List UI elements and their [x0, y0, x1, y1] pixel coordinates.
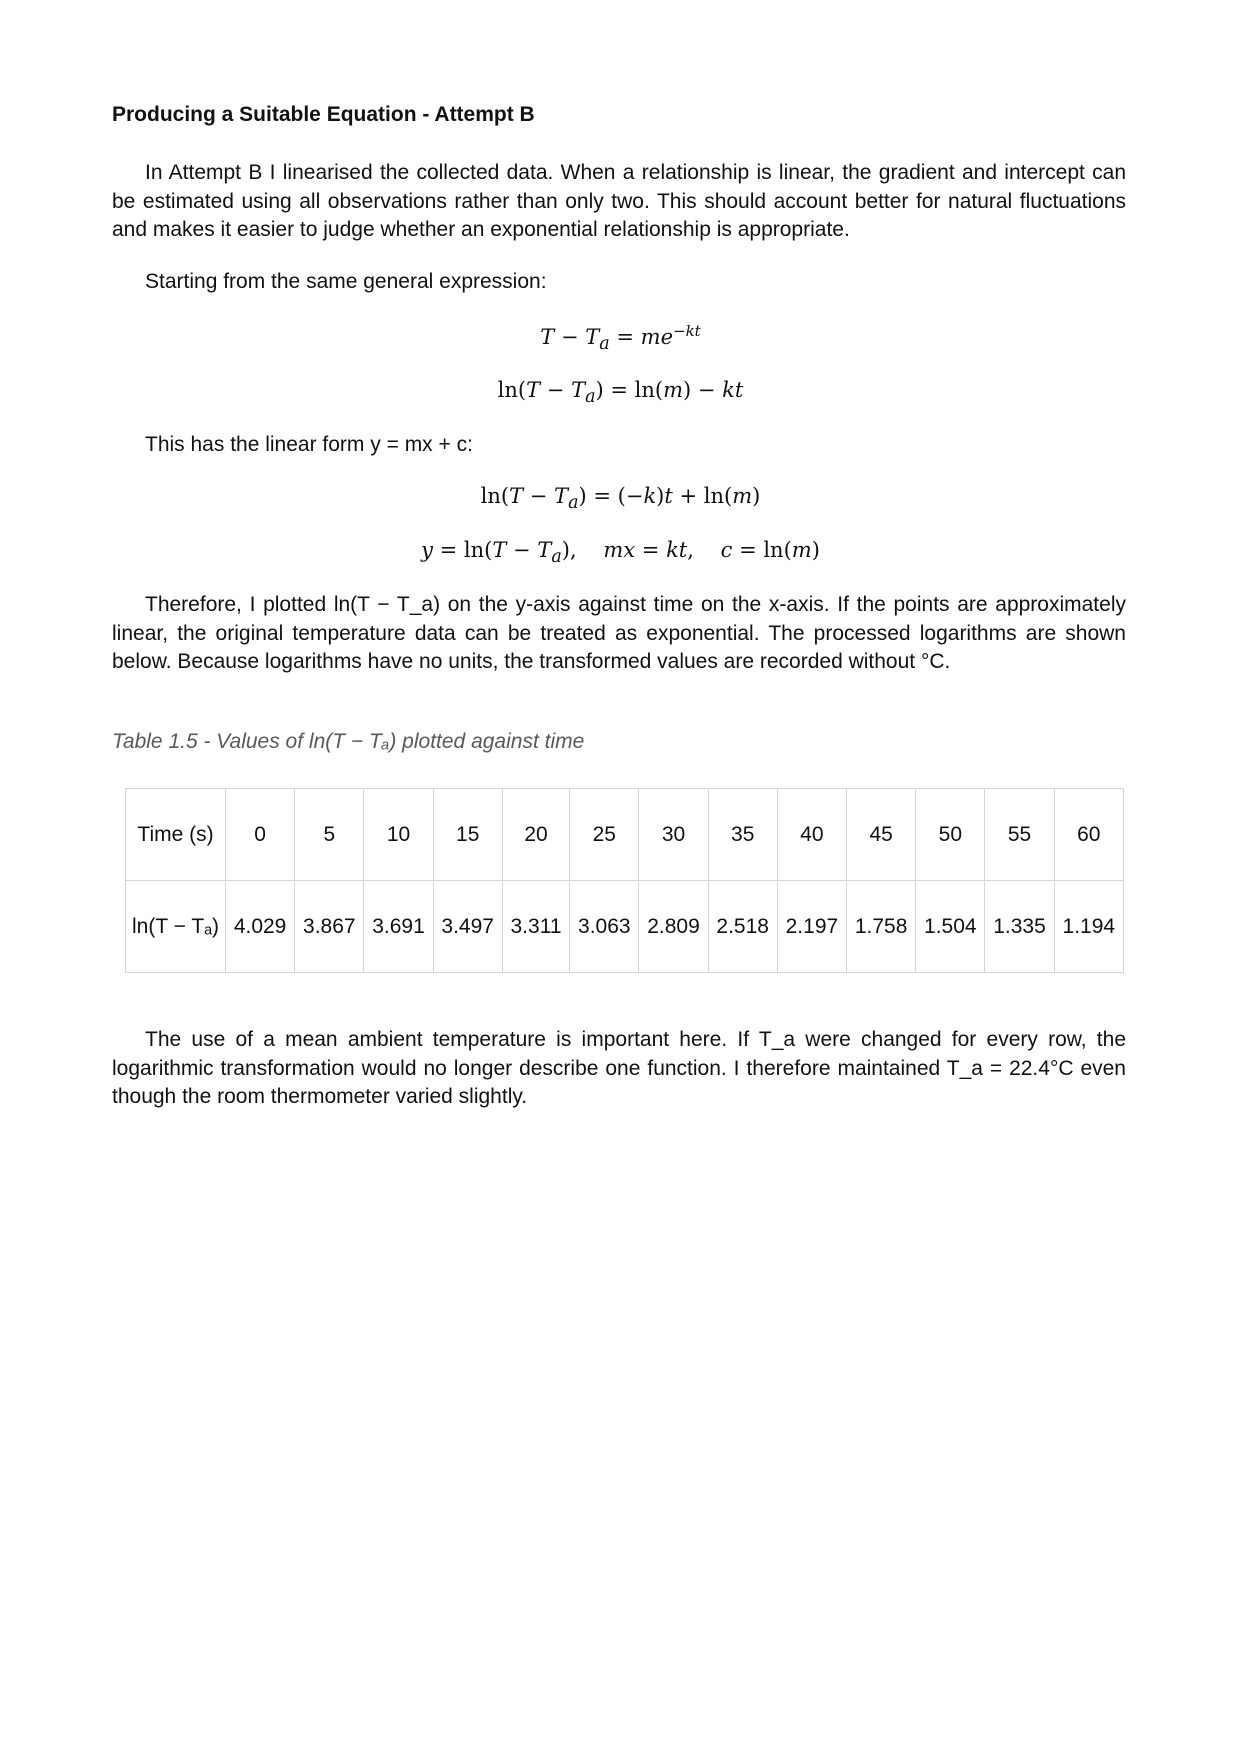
ln-value-cell: 1.335 — [985, 881, 1054, 973]
time-cell: 25 — [570, 789, 639, 881]
equation-variable-mapping: $y = \ln(T - T_a)$, mx = kt, c = ln(m) — [421, 538, 820, 568]
ln-value-cell: 3.311 — [502, 881, 569, 973]
section-heading: Producing a Suitable Equation - Attempt B — [112, 103, 535, 126]
time-cell: 20 — [502, 789, 569, 881]
ln-value-cell: 2.197 — [777, 881, 846, 973]
ln-value-cell: 4.029 — [226, 881, 295, 973]
method-paragraph — [112, 591, 1126, 677]
ln-value-cell: 2.809 — [639, 881, 708, 973]
time-cell: 55 — [985, 789, 1054, 881]
time-cell: 15 — [433, 789, 502, 881]
ambient-text: The use of a mean ambient temperature is important here. If T_a were changed for every row, the logarithmic transformation would no longer describe one function. I therefore maintained T_a = 22.4°C even though the room thermometer varied slightly. — [112, 1028, 1126, 1108]
ln-row — [126, 881, 1124, 973]
linear-form-paragraph — [112, 431, 1126, 460]
table-caption: Table 1.5 - Values of ln(T − Tₐ) plotted against time — [112, 730, 585, 753]
ln-value-cell: 3.497 — [433, 881, 502, 973]
equation-exponential: $T - T_a = me^{-kt}$ — [540, 322, 701, 355]
linear-form-text: This has the linear form y = mx + c: — [145, 433, 473, 456]
ln-value-cell: 3.691 — [364, 881, 433, 973]
ln-value-cell: 3.063 — [570, 881, 639, 973]
time-cell: 50 — [916, 789, 985, 881]
time-cell: 40 — [777, 789, 846, 881]
intro-paragraph — [112, 159, 1126, 245]
time-cell: 5 — [295, 789, 364, 881]
time-row — [126, 789, 1124, 881]
intro-text: In Attempt B I linearised the collected data. When a relationship is linear, the gradient and intercept can be estimated using all observations rather than only two. This should account better for natural fluctuations and makes it easier to judge whether an exponential relationship is appropriate. — [112, 161, 1126, 241]
log-values-table — [125, 788, 1124, 973]
starting-paragraph — [112, 268, 1126, 297]
ln-value-cell: 1.758 — [847, 881, 916, 973]
ln-value-cell: 3.867 — [295, 881, 364, 973]
ln-value-cell: 2.518 — [708, 881, 777, 973]
time-cell: 30 — [639, 789, 708, 881]
ln-value-cell: 1.504 — [916, 881, 985, 973]
equation-log: $\ln(T - T_a) = \ln(m)$ − kt — [497, 378, 744, 408]
method-text: Therefore, I plotted ln(T − T_a) on the y-axis against time on the x-axis. If the points are approximately linear, the original temperature data can be treated as exponential. The processed logarithms are shown below. Because logarithms have no units, the transformed values are recorded without °C. — [112, 593, 1126, 673]
time-cell: 35 — [708, 789, 777, 881]
time-cell: 45 — [847, 789, 916, 881]
time-cell: 0 — [226, 789, 295, 881]
ln-header-cell: ln(T − Tₐ) — [126, 881, 226, 973]
ambient-paragraph — [112, 1026, 1126, 1112]
equation-linear-form: $\ln(T - T_a) = (-k)t + \ln(m)$ — [480, 484, 761, 514]
time-cell: 60 — [1054, 789, 1123, 881]
starting-text: Starting from the same general expression: — [145, 270, 547, 293]
time-header-cell: Time (s) — [126, 789, 226, 881]
time-cell: 10 — [364, 789, 433, 881]
ln-value-cell: 1.194 — [1054, 881, 1123, 973]
